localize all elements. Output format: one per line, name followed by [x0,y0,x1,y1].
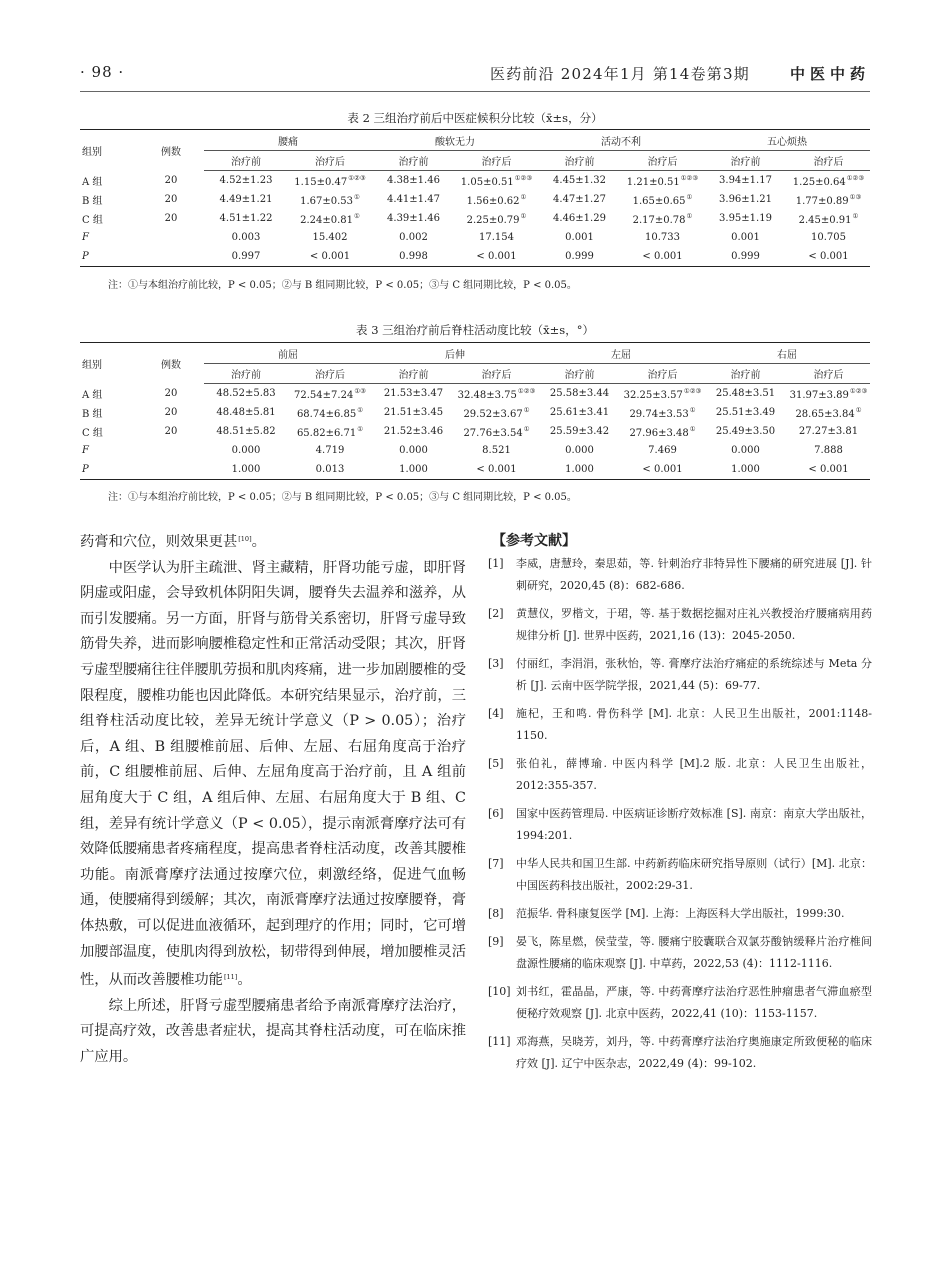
column-subheader: 治疗后 [288,151,372,171]
cell-value: 0.999 [731,251,760,262]
column-subheader: 治疗后 [288,364,372,384]
reference-number: [9] [488,935,504,948]
cell-marker: ①②③ [514,173,533,182]
cell-value: 1.05±0.51 [460,176,514,188]
cell-value: 0.001 [731,232,760,243]
table-cell [372,460,455,480]
row-count: 20 [164,407,178,418]
table-cell [787,384,870,404]
cell-value: < 0.001 [808,251,849,262]
table-cell [538,247,621,267]
cell-value: 21.53±3.47 [383,388,444,399]
table-cell [787,190,870,209]
row-count: 20 [164,194,178,205]
table-cell [621,190,704,209]
reference-text: 中华人民共和国卫生部. 中药新药临床研究指导原则（试行）[M]. 北京：中国医药科技出版社，2002:29-31. [516,857,872,892]
table3-note: 注：①与本组治疗前比较，P < 0.05；②与 B 组同期比较，P < 0.05；③与 C 组同期比较，P < 0.05。 [108,492,577,503]
row-count [138,228,204,247]
column-subheader: 治疗前 [704,364,787,384]
cell-marker: ① [357,424,364,433]
reference-text: 晏飞，陈星燃，侯莹莹，等. 腰痛宁胶囊联合双氯芬酸钠缓释片治疗椎间盘源性腰痛的临床观察 [J]. 中草药，2022,53 (4)：1112-1116. [516,935,872,970]
table-cell [288,190,372,209]
row-label: C 组 [82,428,103,439]
table-cell [288,209,372,228]
cell-value: 7.888 [814,445,843,456]
table-cell [621,228,704,247]
table-cell [621,384,704,404]
cell-marker: ① [686,192,693,201]
cell-marker: ① [686,211,693,220]
table-row [80,190,870,209]
column-subheader: 治疗后 [621,364,704,384]
row-label: F [82,445,89,456]
cell-marker: ① [855,405,862,414]
table-cell [372,422,455,441]
cell-value: 27.76±3.54 [463,427,523,439]
table-cell [621,460,704,480]
table-cell [787,247,870,267]
cell-marker: ①②③ [683,386,702,395]
running-header [80,63,870,89]
row-label: P [80,460,138,480]
cell-value: 25.61±3.41 [549,407,610,418]
table-cell [704,190,787,209]
cell-value: < 0.001 [476,464,517,475]
row-count: 20 [164,213,178,224]
cell-value: 1.000 [565,464,594,475]
row-label: C 组 [82,215,103,226]
row-count: 20 [164,426,178,437]
row-label: B 组 [82,409,103,420]
cell-value: 21.52±3.46 [383,426,444,437]
cell-value: 48.51±5.82 [216,426,276,437]
cell-marker: ① [520,211,527,220]
table2-caption: 表 2 三组治疗前后中医症候积分比较（x̄±s，分） [347,111,603,125]
table-cell [288,460,372,480]
table-cell [455,403,538,422]
table3 [80,342,870,480]
row-count [138,247,204,267]
column-group-header: 后伸 [372,343,538,364]
cell-value: 15.402 [312,232,348,243]
table3-caption: 表 3 三组治疗前后脊柱活动度比较（x̄±s，°） [356,323,594,337]
references-heading: 【参考文献】 [492,533,576,549]
cell-value: 72.54±7.24 [294,389,354,401]
cell-value: 4.38±1.46 [387,175,440,186]
table-cell [288,171,372,191]
cell-marker: ① [523,424,530,433]
cell-value: 48.48±5.81 [216,407,276,418]
table-cell [372,171,455,191]
table-cell [204,441,288,460]
row-label: A 组 [82,176,103,188]
table-cell [455,460,538,480]
cell-value: 27.27±3.81 [798,426,859,437]
cell-value: 1.000 [731,464,760,475]
reference-text: 刘书红，霍晶晶，严康，等. 中药膏摩疗法治疗恶性肿瘤患者气滞血瘀型便秘疗效观察 [J]. 北京中医药，2022,41 (10)：1153-1157. [516,985,872,1020]
table-cell [538,460,621,480]
cell-marker: ① [354,192,360,201]
table-cell [538,228,621,247]
cell-value: 4.719 [315,445,345,456]
body-text [80,527,466,1070]
reference-text: 李威，唐慧玲，秦思茹，等. 针刺治疗非特异性下腰痛的研究进展 [J]. 针刺研究，2020,45 (8)：682-686. [516,557,872,592]
column-subheader: 治疗后 [787,364,870,384]
cell-value: 1.77±0.89 [795,195,849,207]
row-count [138,460,204,480]
table-cell [704,247,787,267]
paragraph: 中医学认为肝主疏泄、肾主藏精，肝肾功能亏虚，即肝肾阴虚或阳虚，会导致机体阴阳失调，腰脊失去温养和滋养，从而引发腰痛。另一方面，肝肾与筋骨关系密切，肝肾亏虚导致筋骨失养，进而影响腰椎稳定性和正常活动受限；其次，肝肾亏虚型腰痛往往伴腰肌劳损和肌肉疼痛，进一步加剧腰椎的受限程度，腰椎功能也因此降低。本研究结果显示，治疗前，三组脊柱活动度比较，差异无统计学意义（P > 0.05）；治疗后，A 组、B 组腰椎前屈、后伸、左屈、右屈角度高于治疗前，C 组腰椎前屈、后伸、左屈角度高于治疗前，且 A 组前屈角度大于 C 组，A 组后伸、左屈、右屈角度大于 B 组、C 组，差异有统计学意义（P < 0.05），提示南派膏摩疗法可有效降低腰痛患者疼痛程度，提高患者脊柱活动度，改善其腰椎功能。南派膏摩疗法通过按摩穴位，刺激经络，促进气血畅通，使腰痛得到缓解；其次，南派膏摩疗法通过按摩腰脊，膏体热敷，可以促进血液循环，起到理疗的作用；同时，它可增加腰部温度，使肌肉得到放松，韧带得到伸展，增加腰椎灵活性，从而改善腰椎功能[11]。 [80,559,467,989]
column-header-n: 例数 [138,130,204,171]
table-cell [372,209,455,228]
cell-marker: ①③ [354,386,366,395]
table-cell [621,247,704,267]
reference-number: [5] [488,757,504,770]
reference-text: 黄慧仪，罗楷文，于珺，等. 基于数据挖掘对庄礼兴教授治疗腰痛病用药规律分析 [J]. 世界中医药，2021,16 (13)：2045-2050. [516,607,872,642]
row-label: B 组 [82,196,103,207]
column-group-header: 右屈 [704,343,870,364]
table-cell [704,171,787,191]
row-count: 20 [164,174,178,186]
table-cell [204,209,288,228]
cell-value: 10.705 [811,232,846,243]
cell-value: 1.21±0.51 [626,176,680,188]
cell-value: 0.000 [565,445,594,456]
cell-value: 4.49±1.21 [219,194,273,205]
section-name: 中医中药 [789,65,870,83]
cell-value: 2.25±0.79 [466,214,520,226]
table-cell [787,228,870,247]
table-cell [455,441,538,460]
cell-value: 28.65±3.84 [795,408,855,420]
cell-value: 32.25±3.57 [623,389,683,401]
cell-value: 1.000 [231,464,261,475]
row-count: 20 [164,387,178,399]
table-cell [538,384,621,404]
table-cell [204,403,288,422]
table-cell [621,403,704,422]
reference-item [488,653,872,697]
cell-value: 3.94±1.17 [719,175,772,186]
cell-value: 17.154 [479,232,514,243]
column-group-header: 腰痛 [204,130,372,151]
table-cell [204,247,288,267]
column-subheader: 治疗后 [455,151,538,171]
row-label: P [80,247,138,267]
cell-value: 68.74±6.85 [296,408,357,420]
reference-text: 张伯礼，薛博瑜. 中医内科学 [M].2 版. 北京：人民卫生出版社，2012:355-357. [516,757,872,792]
table-cell [704,209,787,228]
cell-value: < 0.001 [642,251,683,262]
table-cell [538,209,621,228]
paragraph: 综上所述，肝肾亏虚型腰痛患者给予南派膏摩疗法治疗，可提高疗效，改善患者症状，提高其脊柱活动度，可在临床推广应用。 [80,997,467,1065]
column-group-header: 活动不利 [538,130,704,151]
reference-item [488,803,872,847]
cell-marker: ① [357,405,364,414]
row-label: F [82,232,89,243]
column-group-header: 前屈 [204,343,372,364]
cell-value: 3.96±1.21 [719,194,772,205]
table-cell [787,209,870,228]
cell-marker: ①②③ [348,173,366,182]
table-cell [538,403,621,422]
cell-marker: ①②③ [680,173,699,182]
table-cell [787,460,870,480]
table-cell [787,171,870,191]
table-cell [787,441,870,460]
citation: [10] [238,535,252,543]
cell-value: 27.96±3.48 [629,427,689,439]
reference-item [488,1031,872,1075]
cell-value: 25.59±3.42 [549,426,610,437]
reference-number: [11] [488,1035,511,1048]
reference-number: [7] [488,857,504,870]
cell-value: 1.65±0.65 [632,195,686,207]
table-cell [372,384,455,404]
table-cell [787,422,870,441]
table-cell [787,403,870,422]
table-cell [455,247,538,267]
cell-value: 2.24±0.81 [300,214,354,226]
column-group-header: 酸软无力 [372,130,538,151]
cell-value: 4.51±1.22 [219,213,273,224]
cell-value: 25.48±3.51 [715,388,776,399]
table-cell [704,422,787,441]
cell-value: 1.15±0.47 [294,176,348,188]
reference-number: [3] [488,657,504,670]
table-row [80,247,870,267]
reference-number: [6] [488,807,504,820]
cell-value: 2.17±0.78 [632,214,686,226]
cell-value: 0.999 [565,251,594,262]
column-subheader: 治疗后 [787,151,870,171]
reference-number: [8] [488,907,504,920]
cell-value: 29.74±3.53 [629,408,689,420]
cell-value: 2.45±0.91 [798,214,852,226]
table-cell [621,422,704,441]
table-cell [204,384,288,404]
table-row [80,209,870,228]
cell-value: 4.39±1.46 [387,213,440,224]
table-cell [288,228,372,247]
page-number: · 98 · [80,63,125,81]
reference-text: 范振华. 骨科康复医学 [M]. 上海：上海医科大学出版社，1999:30. [516,907,845,920]
reference-item [488,903,872,925]
table-row [80,422,870,441]
cell-marker: ① [689,405,696,414]
cell-value: 0.997 [231,251,261,262]
table-cell [455,384,538,404]
row-label: A 组 [82,389,103,401]
column-subheader: 治疗前 [204,151,288,171]
reference-number: [10] [488,985,511,998]
column-header-group: 组别 [80,343,138,384]
table-cell [288,403,372,422]
table-cell [288,384,372,404]
cell-value: < 0.001 [642,464,683,475]
cell-value: 4.52±1.23 [219,175,273,186]
cell-value: 0.998 [399,251,428,262]
table-cell [372,403,455,422]
reference-text: 付丽红，李涓涓，张秋怡，等. 膏摩疗法治疗痛症的系统综述与 Meta 分析 [J]. 云南中医学院学报，2021,44 (5)：69-77. [516,657,872,692]
cell-value: 4.46±1.29 [553,213,606,224]
cell-marker: ① [852,211,859,220]
table-cell [372,441,455,460]
cell-marker: ① [523,405,530,414]
cell-value: 25.49±3.50 [715,426,776,437]
column-header-group: 组别 [80,130,138,171]
cell-value: 21.51±3.45 [383,407,444,418]
cell-value: 0.002 [399,232,428,243]
reference-item [488,753,872,797]
cell-marker: ①②③ [846,173,865,182]
table-cell [621,441,704,460]
reference-text: 施杞，王和鸣. 骨伤科学 [M]. 北京：人民卫生出版社，2001:1148-1150. [516,707,872,742]
table-cell [455,228,538,247]
cell-value: 4.41±1.47 [387,194,440,205]
table-row [80,460,870,480]
table-row [80,171,870,191]
table-cell [704,384,787,404]
cell-value: 4.47±1.27 [553,194,606,205]
column-subheader: 治疗后 [621,151,704,171]
table-cell [455,209,538,228]
table-cell [288,247,372,267]
cell-value: 0.000 [731,445,760,456]
table-row [80,403,870,422]
column-group-header: 五心烦热 [704,130,870,151]
cell-marker: ① [520,192,527,201]
cell-value: 1.67±0.53 [300,195,354,207]
table-cell [621,171,704,191]
table-row [80,228,870,247]
table-cell [704,403,787,422]
table-cell [538,171,621,191]
cell-value: < 0.001 [309,251,351,262]
reference-text: 邓海燕，吴晓芳，刘丹，等. 中药膏摩疗法治疗奥施康定所致便秘的临床疗效 [J]. 辽宁中医杂志，2022,49 (4)：99-102. [516,1035,872,1070]
cell-value: 48.52±5.83 [216,388,276,399]
column-subheader: 治疗前 [372,151,455,171]
cell-marker: ①③ [849,192,862,201]
table-cell [704,228,787,247]
reference-item [488,553,872,597]
reference-item [488,603,872,647]
cell-marker: ①②③ [849,386,868,395]
cell-value: 0.000 [231,445,261,456]
cell-value: 0.013 [315,464,345,475]
table-cell [621,209,704,228]
cell-value: 31.97±3.89 [789,389,849,401]
cell-value: 65.82±6.71 [296,427,357,439]
column-group-header: 左屈 [538,343,704,364]
reference-number: [1] [488,557,504,570]
reference-item [488,931,872,975]
table2-note: 注：①与本组治疗前比较，P < 0.05；②与 B 组同期比较，P < 0.05；③与 C 组同期比较，P < 0.05。 [108,280,577,291]
table-cell [372,228,455,247]
cell-value: 1.56±0.62 [466,195,520,207]
table-cell [538,422,621,441]
cell-value: 0.001 [565,232,594,243]
table-cell [204,460,288,480]
reference-number: [4] [488,707,504,720]
cell-value: < 0.001 [476,251,517,262]
citation: [11] [223,973,238,982]
column-subheader: 治疗前 [204,364,288,384]
table-cell [538,441,621,460]
table-cell [372,190,455,209]
reference-text: 国家中医药管理局. 中医病证诊断疗效标准 [S]. 南京：南京大学出版社，1994:201. [516,807,872,842]
reference-item [488,981,872,1025]
table-cell [288,441,372,460]
cell-value: 0.003 [231,232,261,243]
table-cell [455,171,538,191]
table-cell [455,422,538,441]
table-cell [455,190,538,209]
column-header-n: 例数 [138,343,204,384]
table-cell [204,228,288,247]
cell-value: 0.000 [399,445,428,456]
table-row [80,441,870,460]
table-cell [372,247,455,267]
cell-value: < 0.001 [808,464,849,475]
column-subheader: 治疗前 [704,151,787,171]
column-subheader: 治疗前 [538,364,621,384]
table-cell [204,190,288,209]
table-row [80,384,870,404]
cell-value: 10.733 [645,232,680,243]
cell-value: 1.000 [399,464,428,475]
table-cell [704,460,787,480]
cell-marker: ① [354,211,360,220]
row-count [138,441,204,460]
column-subheader: 治疗前 [538,151,621,171]
reference-number: [2] [488,607,504,620]
table-cell [704,441,787,460]
cell-marker: ① [689,424,696,433]
cell-value: 25.51±3.49 [715,407,776,418]
cell-value: 29.52±3.67 [463,408,523,420]
paragraph: 药膏和穴位，则效果更甚[10]。 [80,534,266,550]
cell-value: 8.521 [482,445,511,456]
cell-value: 3.95±1.19 [719,213,772,224]
table-cell [204,422,288,441]
cell-value: 32.48±3.75 [457,389,517,401]
cell-value: 7.469 [648,445,677,456]
reference-item [488,703,872,747]
cell-value: 25.58±3.44 [549,388,610,399]
cell-value: 4.45±1.32 [553,175,606,186]
journal-info: 医药前沿 2024年1月 第14卷第3期 [490,65,750,83]
table2 [80,129,870,267]
header-rule [80,91,870,92]
column-subheader: 治疗前 [372,364,455,384]
table-cell [204,171,288,191]
reference-list [488,553,872,1081]
cell-value: 1.25±0.64 [792,176,846,188]
reference-item [488,853,872,897]
column-subheader: 治疗后 [455,364,538,384]
cell-marker: ①②③ [517,386,536,395]
table-cell [288,422,372,441]
table-cell [538,190,621,209]
